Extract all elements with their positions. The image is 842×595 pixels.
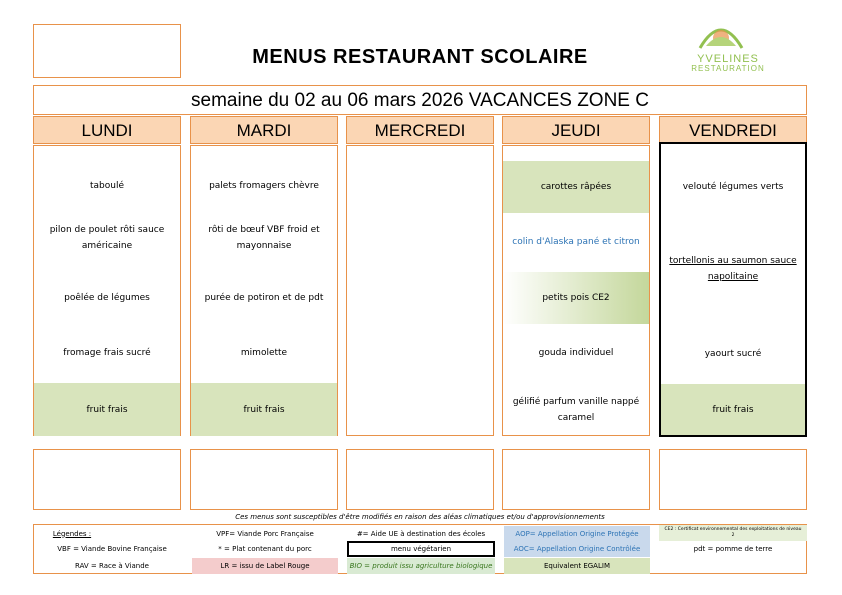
legend-vege: menu végétarien [347,541,495,557]
legend-egalim: Equivalent EGALIM [504,558,650,574]
week-banner: semaine du 02 au 06 mars 2026 VACANCES ZONE C [33,85,807,115]
menu-item: taboulé [89,181,124,191]
menu-item: fromage frais sucré [63,348,151,358]
menu-item: purée de potiron et de pdt [204,293,324,303]
footer-box-vendredi [659,449,807,510]
logo-line1: YVELINES [697,53,759,65]
footer-box-mercredi [346,449,494,510]
day-header-jeudi: JEUDI [502,116,650,144]
menu-item: pilon de poulet rôti sauce américaine [49,225,165,251]
footer-box-jeudi [502,449,650,510]
day-header-vendredi: VENDREDI [659,116,807,144]
legend-title: Légendes : [52,529,92,538]
legend [33,524,807,574]
legend-lr: LR = issu de Label Rouge [192,558,338,574]
page-title: MENUS RESTAURANT SCOLAIRE [252,46,588,68]
legend-vbf: VBF = Viande Bovine Française [57,545,167,553]
legend-porc: * = Plat contenant du porc [218,545,312,553]
legend-aide-ue: #= Aide UE à destination des écoles [356,529,486,538]
legend-rav: RAV = Race à Viande [75,562,149,570]
menu-item: tortellonis au saumon sauce napolitaine [669,256,797,282]
day-header-mardi: MARDI [190,116,338,144]
menu-column-vendredi [659,142,807,437]
legend-aoc: AOC= Appellation Origine Contrôlée [504,541,650,557]
legend-bio: BIO = produit issu agriculture biologique [347,558,495,574]
disclaimer: Ces menus sont susceptibles d'être modifiés en raison des aléas climatiques et/ou d'approvisionnements [235,513,605,521]
menu-column-jeudi [502,145,650,436]
legend-aop: AOP= Appellation Origine Protégée [504,526,650,541]
logo [688,16,768,76]
menu-item: fruit frais [661,384,805,435]
menu-item: velouté légumes verts [682,182,784,192]
footer-box-mardi [190,449,338,510]
menu-column-mercredi [346,145,494,436]
sun-leaf-logo-icon [696,18,746,52]
menu-item: colin d'Alaska pané et citron [512,237,640,247]
menu-item: yaourt sucré [704,349,762,359]
menu-item: petits pois CE2 [503,272,649,324]
top-left-box [33,24,181,78]
day-header-mercredi: MERCREDI [346,116,494,144]
menu-item: mimolette [240,348,288,358]
day-header-lundi: LUNDI [33,116,181,144]
menu-item: gélifié parfum vanille nappé caramel [512,396,640,423]
menu-item: fruit frais [191,383,337,436]
menu-item: palets fromagers chèvre [209,181,319,191]
menu-item: carottes râpées [503,161,649,213]
legend-ce2: CE2 : Certificat environnemental des exploitations de niveau 2 [659,525,807,541]
legend-pdt: pdt = pomme de terre [693,545,773,553]
menu-item: poêlée de légumes [64,293,150,303]
menu-column-mardi [190,145,338,436]
menu-item: gouda individuel [538,348,614,358]
menu-item: fruit frais [34,383,180,436]
footer-box-lundi [33,449,181,510]
menu-item: rôti de bœuf VBF froid et mayonnaise [208,225,320,251]
logo-line2: RESTAURATION [691,64,765,73]
menu-column-lundi [33,145,181,436]
legend-vpf: VPF= Viande Porc Française [216,529,314,538]
